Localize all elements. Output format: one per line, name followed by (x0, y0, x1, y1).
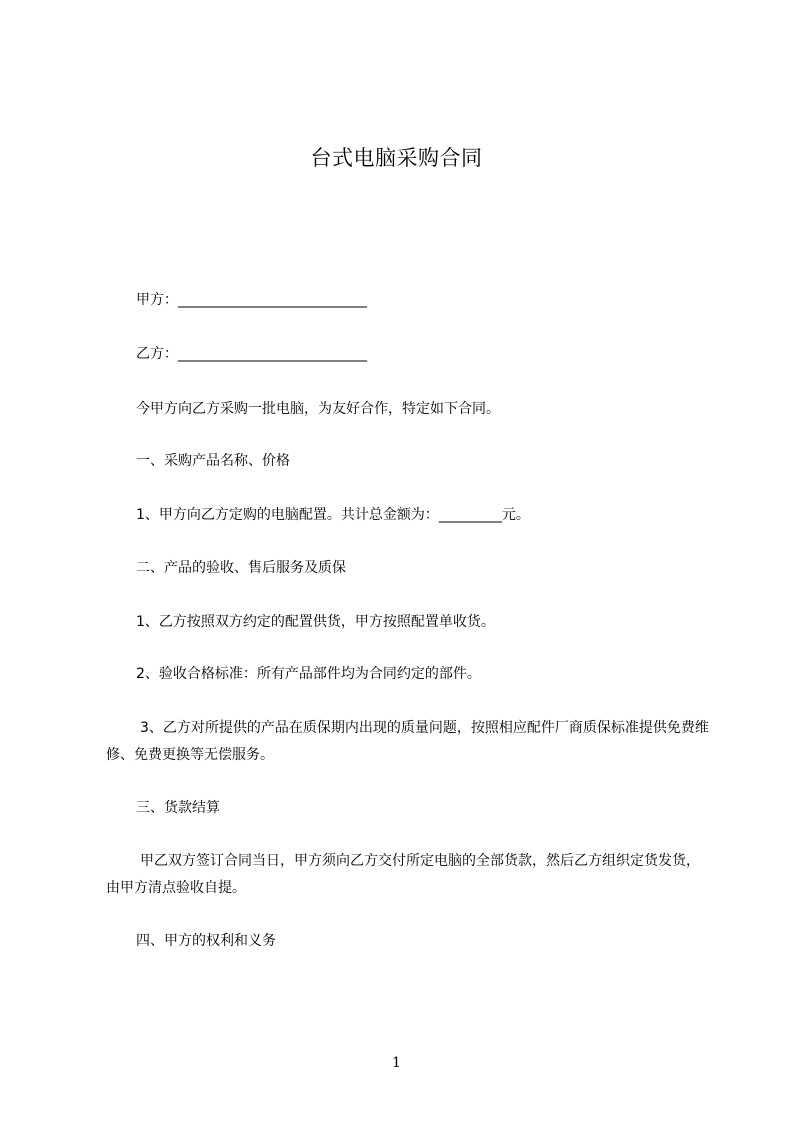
section-2-item-1: 1、乙方按照双方约定的配置供货，甲方按照配置单收货。 (136, 614, 495, 630)
section-3-body (106, 848, 712, 902)
section-2-item-3 (106, 715, 712, 769)
section-1-heading: 一、采购产品名称、价格 (136, 453, 290, 469)
document-title: 台式电脑采购合同 (310, 146, 483, 170)
page-number: 1 (392, 1055, 401, 1071)
party-b-line: 乙方：___________________________ (136, 346, 367, 362)
intro-paragraph: 今甲方向乙方采购一批电脑，为友好合作，特定如下合同。 (136, 401, 500, 417)
section-3-heading: 三、货款结算 (136, 800, 220, 816)
section-2-item-3-text: 3、乙方对所提供的产品在质保期内出现的质量问题，按照相应配件厂商质保标准提供免费维修、免费更换等无偿服务。 (106, 720, 709, 763)
section-4-heading: 四、甲方的权利和义务 (136, 933, 276, 949)
section-1-item-1: 1、甲方向乙方定购的电脑配置。共计总金额为：_________元。 (136, 507, 530, 523)
section-3-body-text: 甲乙双方签订合同当日，甲方须向乙方交付所定电脑的全部货款，然后乙方组织定货发货，由甲方清点验收自提。 (106, 853, 700, 896)
section-2-heading: 二、产品的验收、售后服务及质保 (136, 560, 346, 576)
section-2-item-2: 2、验收合格标准：所有产品部件均为合同约定的部件。 (136, 666, 481, 682)
party-a-line: 甲方：___________________________ (136, 292, 367, 308)
